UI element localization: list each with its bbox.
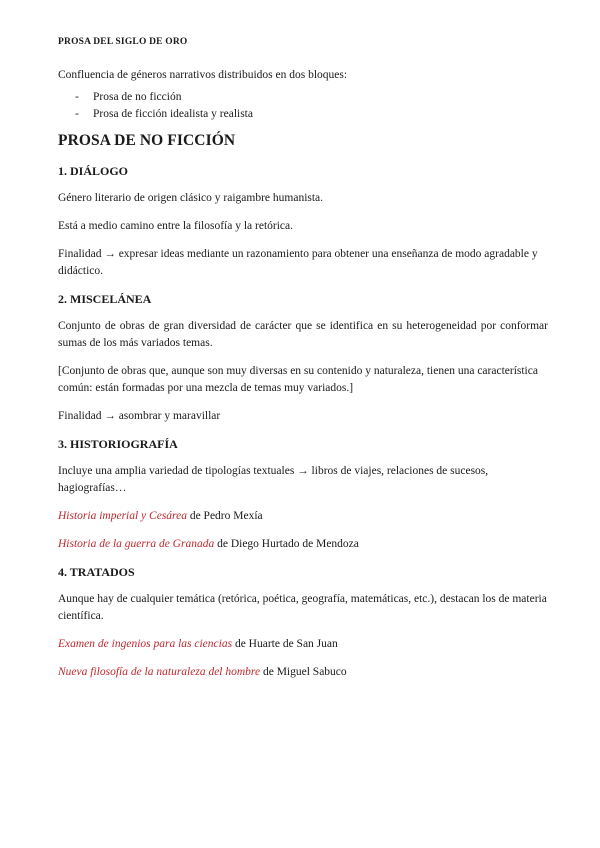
work-reference (58, 664, 548, 681)
tratados-heading: 4. TRATADOS (58, 565, 135, 579)
document-body (58, 36, 548, 692)
dialogo-paragraph-3: Finalidad → expresar ideas mediante un razonamiento para obtener una enseñanza de modo agradable y didáctico. (58, 248, 538, 277)
document-title: PROSA DEL SIGLO DE ORO (58, 37, 188, 47)
work-author: de Huarte de San Juan (232, 638, 338, 650)
list-item (58, 89, 548, 106)
work-author: de Diego Hurtado de Mendoza (214, 538, 359, 550)
dialogo-heading: 1. DIÁLOGO (58, 164, 129, 178)
work-title: Nueva filosofía de la naturaleza del hombre (58, 666, 261, 678)
work-author: de Miguel Sabuco (260, 666, 347, 678)
work-title: Historia imperial y Cesárea (58, 510, 187, 522)
work-reference (58, 636, 548, 653)
historiografia-paragraph-1: Incluye una amplia variedad de tipologías textuales → libros de viajes, relaciones de sucesos, hagiografías… (58, 465, 489, 494)
section-heading: PROSA DE NO FICCIÓN (58, 132, 236, 149)
work-reference (58, 536, 548, 553)
intro-paragraph: Confluencia de géneros narrativos distribuidos en dos bloques: (58, 69, 348, 81)
list-item-text: Prosa de no ficción (93, 91, 182, 103)
work-title: Examen de ingenios para las ciencias (58, 638, 233, 650)
miscelanea-heading: 2. MISCELÁNEA (58, 292, 152, 306)
dialogo-paragraph-1: Género literario de origen clásico y raigambre humanista. (58, 192, 324, 204)
work-author: de Pedro Mexía (186, 510, 263, 522)
miscelanea-paragraph-1: Conjunto de obras de gran diversidad de carácter que se identifica en su heterogeneidad por conformar sumas de los más variados temas. (58, 320, 548, 349)
tratados-paragraph-1: Aunque hay de cualquier temática (retórica, poética, geografía, matemáticas, etc.), destacan los de materia científica. (58, 593, 547, 622)
list-item-text: Prosa de ficción idealista y realista (93, 108, 253, 120)
work-reference (58, 508, 548, 525)
dialogo-paragraph-2: Está a medio camino entre la filosofía y la retórica. (58, 220, 294, 232)
list-dash: - (75, 91, 79, 103)
miscelanea-paragraph-3: Finalidad → asombrar y maravillar (58, 410, 221, 422)
list-dash: - (75, 108, 79, 120)
genre-list (58, 89, 548, 123)
historiografia-heading: 3. HISTORIOGRAFÍA (58, 437, 178, 451)
work-title: Historia de la guerra de Granada (58, 538, 215, 550)
miscelanea-paragraph-2: [Conjunto de obras que, aunque son muy diversas en su contenido y naturaleza, tienen una característica común: están formadas por una mezcla de temas muy variados.] (58, 365, 538, 394)
list-item (58, 106, 548, 123)
